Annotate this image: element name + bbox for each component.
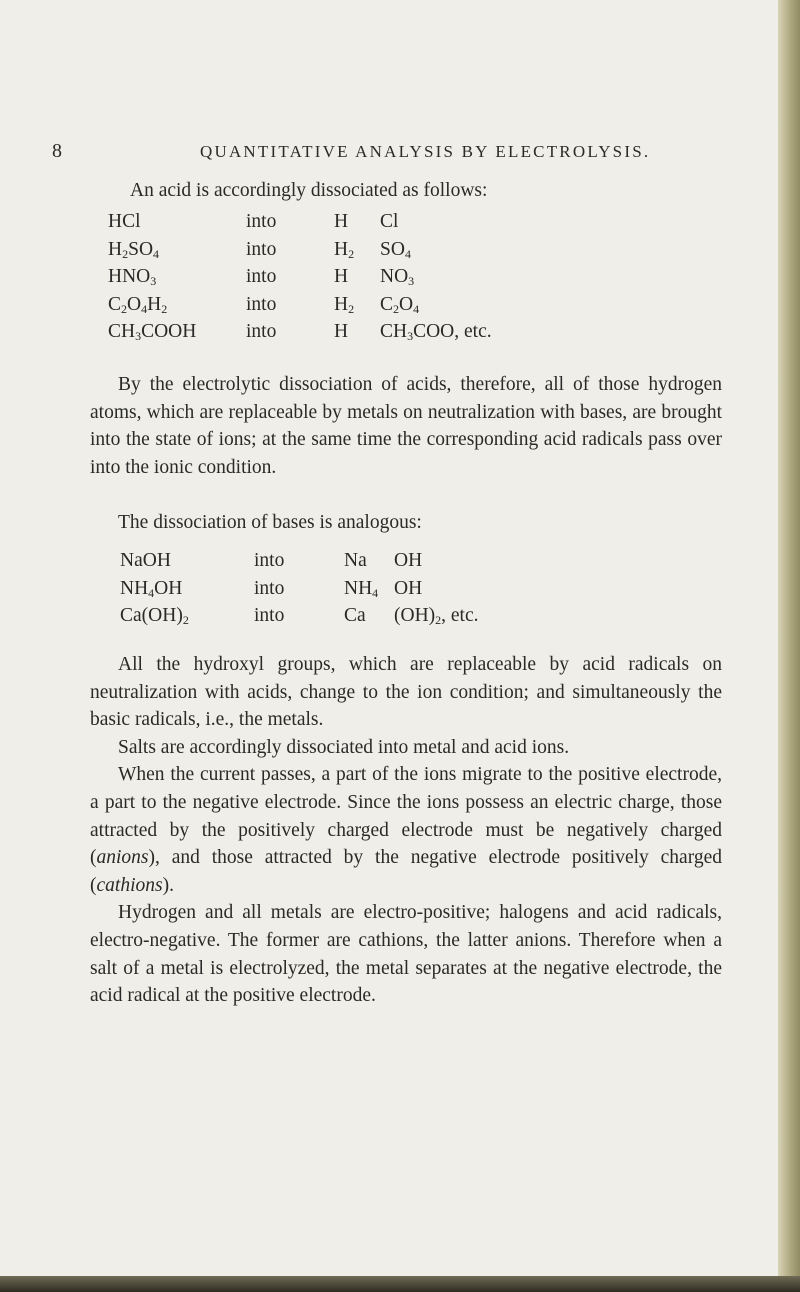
cathions-term: cathions xyxy=(96,874,163,896)
acid-word: into xyxy=(246,266,277,288)
anions-term: anions xyxy=(96,847,149,869)
acid-row xyxy=(108,294,580,322)
base-cation: Na xyxy=(344,550,367,571)
acid-row xyxy=(108,239,580,267)
acid-word: into xyxy=(246,321,277,343)
page-number: 8 xyxy=(52,140,62,162)
paragraph-acids xyxy=(90,371,722,481)
running-title: QUANTITATIVE ANALYSIS BY ELECTROLYSIS. xyxy=(200,142,651,161)
base-formula: $NH_4OH$ xyxy=(120,577,183,600)
base-formula: NaOH xyxy=(120,550,171,571)
base-cation: Ca xyxy=(344,605,366,627)
current-text-2: ), and those attracted by the negative electrode positively charged ( xyxy=(90,847,722,896)
base-word: into xyxy=(254,605,285,627)
base-anion: OH xyxy=(394,577,423,599)
current-text-3: ). xyxy=(162,874,174,896)
acid-row xyxy=(108,266,580,294)
acid-cation: H xyxy=(334,321,349,343)
base-cation: $NH_4$ xyxy=(344,577,379,600)
acid-anion: Cl xyxy=(380,211,399,232)
acid-anion: $SO_4$ xyxy=(380,238,411,261)
base-word: into xyxy=(254,577,285,599)
acid-word: into xyxy=(246,211,277,232)
acid-cation: $H_2$ xyxy=(334,238,355,261)
acid-dissociation-table xyxy=(108,211,580,349)
page-edge-bottom xyxy=(0,1276,800,1292)
acid-word: into xyxy=(246,238,277,260)
base-dissociation-table xyxy=(120,550,594,633)
base-row xyxy=(120,550,594,578)
base-row xyxy=(120,578,594,606)
acid-cation: H xyxy=(334,266,349,288)
paragraph-current-text xyxy=(90,761,722,899)
paragraph-hydrogen-text: Hydrogen and all metals are electro-positive; halogens and acid radicals, electro-negative. The former are cathions, the latter anions. Therefore when a salt of a metal is electrolyzed, the metal separates at the negative electrode, the acid radical at the positive electrode. xyxy=(90,902,722,1007)
acid-word: into xyxy=(246,293,277,315)
acid-anion: $NO_3$ xyxy=(380,266,415,289)
intro-acids-text: An acid is accordingly dissociated as follows: xyxy=(130,180,488,201)
acid-row xyxy=(108,211,580,239)
paragraph-acids-text: By the electrolytic dissociation of acids, therefore, all of those hydrogen atoms, which are replaceable by metals on neutralization with bases, are brought into the state of ions; at the same time the corresponding acid radicals pass over into the ionic condition. xyxy=(90,374,722,478)
base-word: into xyxy=(254,550,285,571)
acid-formula: $H_2SO_4$ xyxy=(108,238,160,261)
intro-bases-text: The dissociation of bases is analogous: xyxy=(118,512,422,533)
intro-bases xyxy=(90,509,722,537)
acid-formula: HCl xyxy=(108,211,141,232)
base-anion: OH xyxy=(394,550,423,571)
acid-anion: $C_2O_4$ xyxy=(380,293,420,316)
paragraph-salts-text: Salts are accordingly dissociated into metal and acid ions. xyxy=(118,736,570,758)
acid-formula: $C_2O_4H_2$ xyxy=(108,293,168,316)
acid-row xyxy=(108,321,580,349)
base-formula: $Ca(OH)_2$ xyxy=(120,605,189,628)
page-edge-right xyxy=(778,0,800,1292)
acid-cation: $H_2$ xyxy=(334,293,355,316)
base-anion: $(OH)_2$, etc. xyxy=(394,605,479,628)
paragraph-hydroxyl-text: All the hydroxyl groups, which are replaceable by acid radicals on neutralization with acids, change to the ion condition; and simultaneously the basic radicals, i.e., the metals. xyxy=(90,654,722,731)
acid-formula: $CH_3COOH$ xyxy=(108,321,197,344)
base-row xyxy=(120,605,594,633)
current-text-1: When the current passes, a part of the ions migrate to the positive electrode, a part to the negative electrode. Since the ions possess an electric charge, those attracted by the positively charged electrode must be negatively charged ( xyxy=(90,764,722,869)
intro-acids xyxy=(90,177,722,205)
acid-formula: $HNO_3$ xyxy=(108,266,157,289)
acid-anion: $CH_3COO$, etc. xyxy=(380,321,492,344)
acid-cation: H xyxy=(334,211,349,232)
paragraph-hydroxyl xyxy=(90,651,722,1010)
